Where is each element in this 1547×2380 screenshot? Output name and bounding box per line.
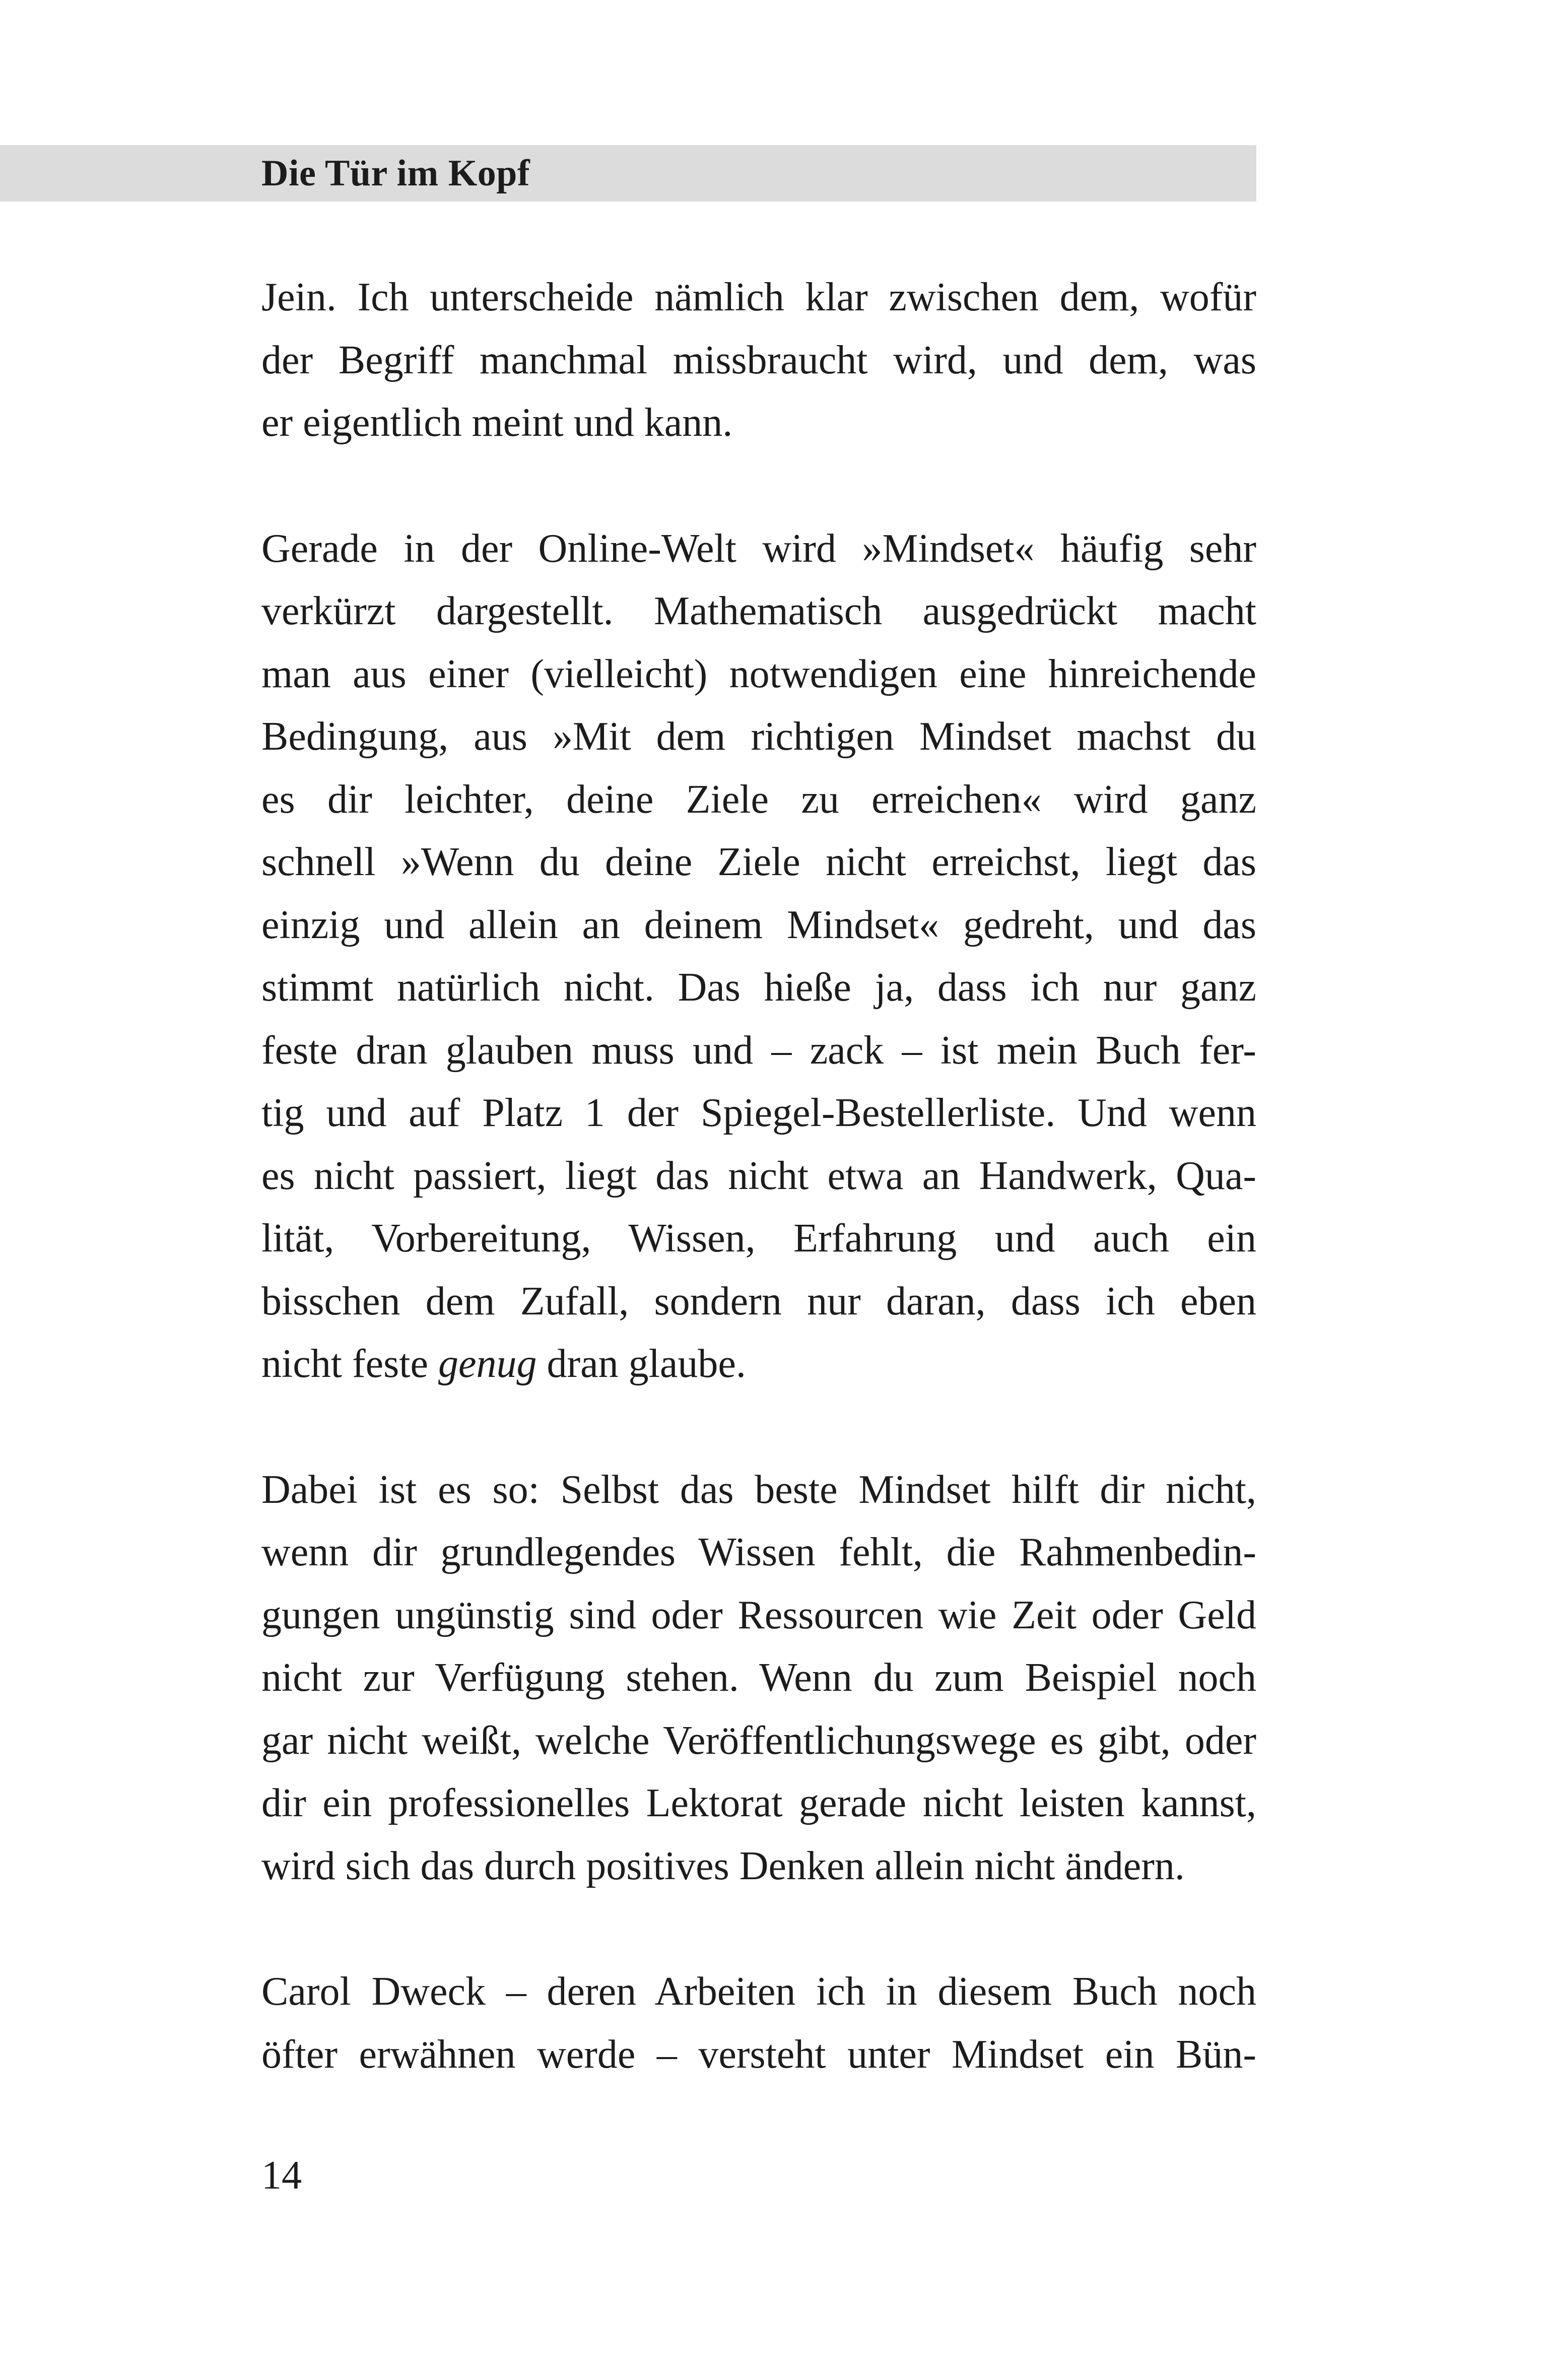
text-line: verkürzt dargestellt. Mathematisch ausgedrückt macht xyxy=(261,589,1256,633)
text-line: bisschen dem Zufall, sondern nur daran, dass ich eben xyxy=(261,1279,1256,1324)
paragraph-3 xyxy=(261,1459,1256,1898)
text-line-with-emphasis xyxy=(261,1333,1256,1396)
text-line: nicht zur Verfügung stehen. Wenn du zum Beispiel noch xyxy=(261,1656,1256,1700)
text-line: lität, Vorbereitung, Wissen, Erfahrung und auch ein xyxy=(261,1216,1256,1261)
text-line: dir ein professionelles Lektorat gerade nicht leisten kannst, xyxy=(261,1781,1256,1825)
text-line: wird sich das durch positives Denken allein nicht ändern. xyxy=(261,1843,1185,1888)
text-line: feste dran glauben muss und – zack – ist mein Buch fer- xyxy=(261,1028,1256,1073)
text-line: wenn dir grundlegendes Wissen fehlt, die Rahmenbedin- xyxy=(261,1530,1256,1574)
text-line: Jein. Ich unterscheide nämlich klar zwischen dem, wofür xyxy=(261,275,1256,319)
text-line: einzig und allein an deinem Mindset« gedreht, und das xyxy=(261,902,1256,947)
text-line: man aus einer (vielleicht) notwendigen eine hinreichende xyxy=(261,651,1256,696)
text-line: Carol Dweck – deren Arbeiten ich in diesem Buch noch xyxy=(261,1969,1256,2014)
text-line: der Begriff manchmal missbraucht wird, und dem, was xyxy=(261,338,1256,382)
text-line: es dir leichter, deine Ziele zu erreichen« wird ganz xyxy=(261,777,1256,822)
running-header-bar xyxy=(0,145,1256,202)
text-fragment: nicht feste xyxy=(261,1342,438,1386)
text-line: es nicht passiert, liegt das nicht etwa an Handwerk, Qua- xyxy=(261,1153,1256,1198)
text-line: tig und auf Platz 1 der Spiegel-Bestellerliste. Und wenn xyxy=(261,1091,1256,1135)
text-line: er eigentlich meint und kann. xyxy=(261,401,733,445)
text-line: stimmt natürlich nicht. Das hieße ja, dass ich nur ganz xyxy=(261,965,1256,1010)
body-text xyxy=(261,266,1256,2149)
text-line: Bedingung, aus »Mit dem richtigen Mindset machst du xyxy=(261,714,1256,759)
paragraph-1 xyxy=(261,266,1256,454)
paragraph-2 xyxy=(261,517,1256,1396)
text-line: Dabei ist es so: Selbst das beste Mindset hilft dir nicht, xyxy=(261,1467,1256,1512)
text-line: schnell »Wenn du deine Ziele nicht erreichst, liegt das xyxy=(261,840,1256,884)
text-line: Gerade in der Online-Welt wird »Mindset« häufig sehr xyxy=(261,526,1256,571)
text-line: gar nicht weißt, welche Veröffentlichungswege es gibt, oder xyxy=(261,1718,1256,1763)
text-line: gungen ungünstig sind oder Ressourcen wie Zeit oder Geld xyxy=(261,1593,1256,1637)
paragraph-4 xyxy=(261,1960,1256,2086)
emphasized-word: genug xyxy=(438,1342,537,1386)
page-number: 14 xyxy=(261,2153,302,2198)
running-header-title: Die Tür im Kopf xyxy=(261,153,530,194)
text-line: öfter erwähnen werde – versteht unter Mindset ein Bün- xyxy=(261,2032,1256,2077)
text-fragment: dran glaube. xyxy=(536,1342,746,1386)
